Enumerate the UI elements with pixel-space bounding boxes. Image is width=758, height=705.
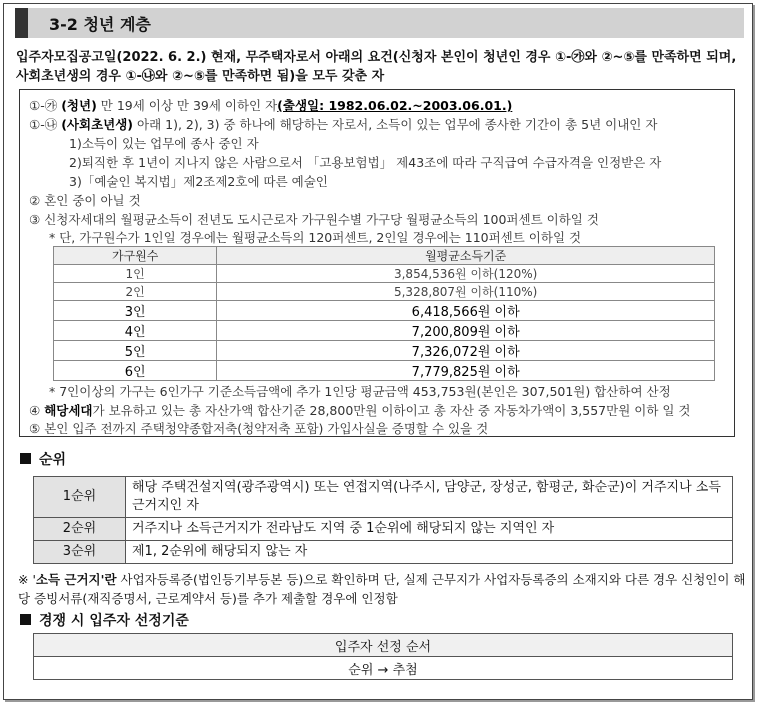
income-table — [53, 246, 715, 381]
bullet-square-icon — [20, 453, 31, 464]
req-youth: ①-㉮ (청년) 만 19세 이상 만 39세 이하인 자(출생일: 1982.06.02.~2003.06.01.) — [29, 98, 513, 113]
req-3: ③ 신청자세대의 월평균소득이 전년도 도시근로자 가구원수별 가구당 월평균소득의 100퍼센트 이하일 것 — [29, 212, 599, 227]
income-header-members: 가구원수 — [54, 247, 217, 265]
req-newbie-2: 2)퇴직한 후 1년이 지나지 않은 사람으로서 「고용보험법」 제43조에 따라 구직급여 수급자격을 인정받은 자 — [69, 155, 662, 170]
table-row: 1인 3,854,536원 이하(120%) — [54, 265, 715, 283]
selection-section-title: 경쟁 시 입주자 선정기준 — [20, 610, 189, 630]
selection-value: 순위 → 추첨 — [34, 657, 733, 680]
section-title: 3-2 청년 계층 — [49, 15, 151, 34]
req-3-note2: * 7인이상의 가구는 6인가구 기준소득금액에 추가 1인당 평균금액 453,753원(본인은 307,501원) 합산하여 산정 — [49, 384, 671, 399]
req-4: ④ 해당세대가 보유하고 있는 총 자산가액 합산기준 28,800만원 이하이고 총 자산 중 자동차가액이 3,557만원 이하 일 것 — [29, 403, 691, 418]
requirements-box — [19, 89, 735, 437]
table-row: 2인 5,328,807원 이하(110%) — [54, 283, 715, 301]
income-base-note: ※ '소득 근거지'란 사업자등록증(법인등기부등본 등)으로 확인하며 단, 실제 근무지가 사업자등록증의 소재지와 다른 경우 신청인이 해당 증빙서류(재직증명서, 근로계약서 등)를 추가 제출할 경우에 인정함 — [18, 572, 746, 606]
intro-paragraph: 입주자모집공고일(2022. 6. 2.) 현재, 무주택자로서 아래의 요건(신청자 본인이 청년인 경우 ①-㉮와 ②~⑤를 만족하면 되며, 사회초년생의 경우 ①-㉯와 ②~⑤를 만족하면 됨)을 모두 갖춘 자 — [16, 50, 737, 84]
table-row: 5인 7,326,072원 이하 — [54, 341, 715, 361]
req-newbie-1: 1)소득이 있는 업무에 종사 중인 자 — [69, 136, 259, 151]
income-header-income: 월평균소득기준 — [217, 247, 715, 265]
section-title-bar — [15, 8, 744, 38]
rank-section-title: 순위 — [20, 449, 66, 469]
table-row: 2순위 거주지나 소득근거지가 전라남도 지역 중 1순위에 해당되지 않는 지역인 자 — [34, 518, 733, 541]
req-2: ② 혼인 중이 아닐 것 — [29, 193, 141, 208]
rank-table — [33, 476, 733, 564]
req-newbie-3: 3)「예술인 복지법」제2조제2호에 따른 예술인 — [69, 174, 328, 189]
req-3-note: * 단, 가구원수가 1인일 경우에는 월평균소득의 120퍼센트, 2인일 경우에는 110퍼센트 이하일 것 — [49, 230, 582, 245]
table-row: 3순위 제1, 2순위에 해당되지 않는 자 — [34, 541, 733, 564]
table-row: 4인 7,200,809원 이하 — [54, 321, 715, 341]
table-row: 1순위 해당 주택건설지역(광주광역시) 또는 연접지역(나주시, 담양군, 장성군, 함평군, 화순군)이 거주지나 소득 근거지인 자 — [34, 477, 733, 518]
req-5: ⑤ 본인 입주 전까지 주택청약종합저축(청약저축 포함) 가입사실을 증명할 수 있을 것 — [29, 421, 489, 436]
req-newbie: ①-㉯ (사회초년생) 아래 1), 2), 3) 중 하나에 해당하는 자로서, 소득이 있는 업무에 종사한 기간이 총 5년 이내인 자 — [29, 117, 658, 132]
selection-header: 입주자 선정 순서 — [34, 634, 733, 657]
selection-table — [33, 633, 733, 680]
table-row: 6인 7,779,825원 이하 — [54, 361, 715, 381]
title-marker — [15, 8, 28, 38]
bullet-square-icon — [20, 614, 31, 625]
table-row: 3인 6,418,566원 이하 — [54, 301, 715, 321]
